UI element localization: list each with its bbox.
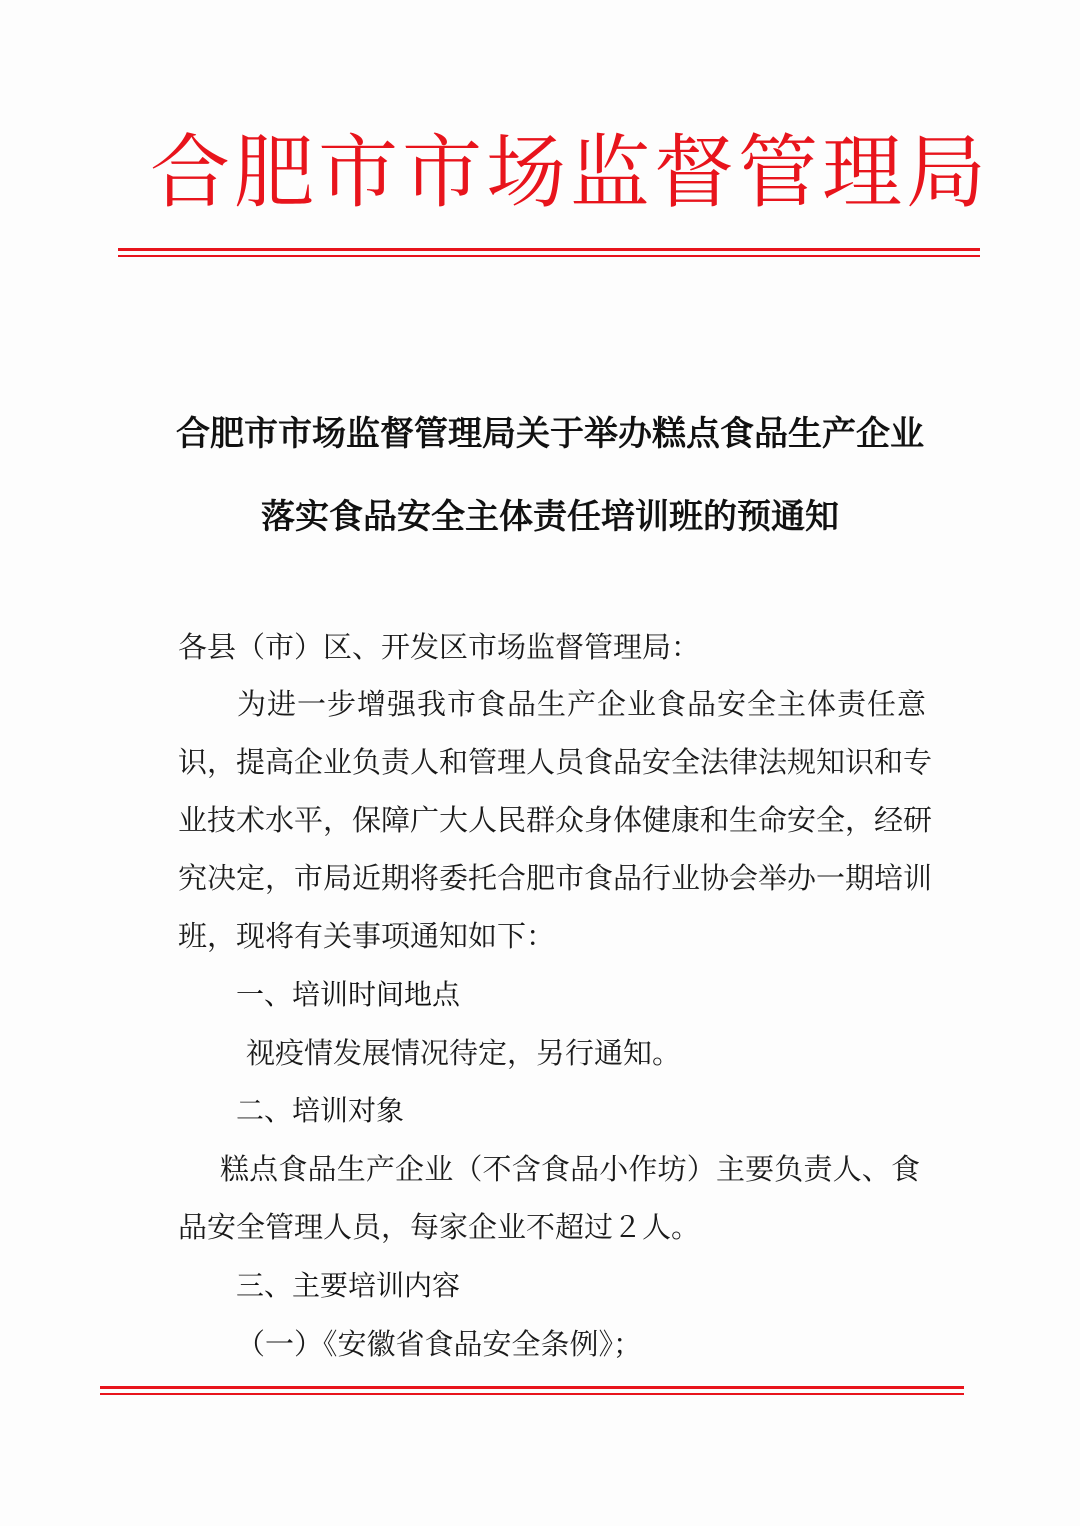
intro-line-5: 班，现将有关事项通知如下： (178, 919, 556, 953)
section-1-heading: 一、培训时间地点 (236, 978, 461, 1011)
document-title-line-2: 落实食品安全主体责任培训班的预通知 (261, 497, 839, 537)
intro-line-4: 究决定，市局近期将委托合肥市食品行业协会举办一期培训 (178, 861, 933, 895)
section-2-body-line-1: 糕点食品生产企业（不含食品小作坊）主要负责人、食 (220, 1152, 920, 1186)
intro-line-1: 为进一步增强我市食品生产企业食品安全主体责任意 (236, 687, 926, 721)
red-rule-thin-line (118, 255, 980, 257)
salutation: 各县（市）区、开发区市场监督管理局： (178, 630, 701, 664)
section-1-body: 视疫情发展情况待定，另行通知。 (246, 1036, 682, 1070)
intro-line-1-wrap (178, 684, 926, 724)
letterhead-title: 合肥市市场监督管理局 (150, 126, 990, 219)
section-2-heading: 二、培训对象 (236, 1094, 405, 1127)
section-2-body-line-2: 品安全管理人员，每家企业不超过２人。 (178, 1210, 701, 1244)
section-3-heading: 三、主要培训内容 (236, 1269, 461, 1302)
section-3-item-1: （一）《安徽省食品安全条例》； (236, 1327, 643, 1361)
intro-line-2: 识，提高企业负责人和管理人员食品安全法律法规知识和专 (178, 745, 933, 779)
document-title-line-1: 合肥市市场监督管理局关于举办糕点食品生产企业 (176, 414, 924, 454)
intro-line-3: 业技术水平，保障广大人民群众身体健康和生命安全，经研 (178, 803, 933, 837)
footer-rule-thin-line (100, 1393, 964, 1395)
